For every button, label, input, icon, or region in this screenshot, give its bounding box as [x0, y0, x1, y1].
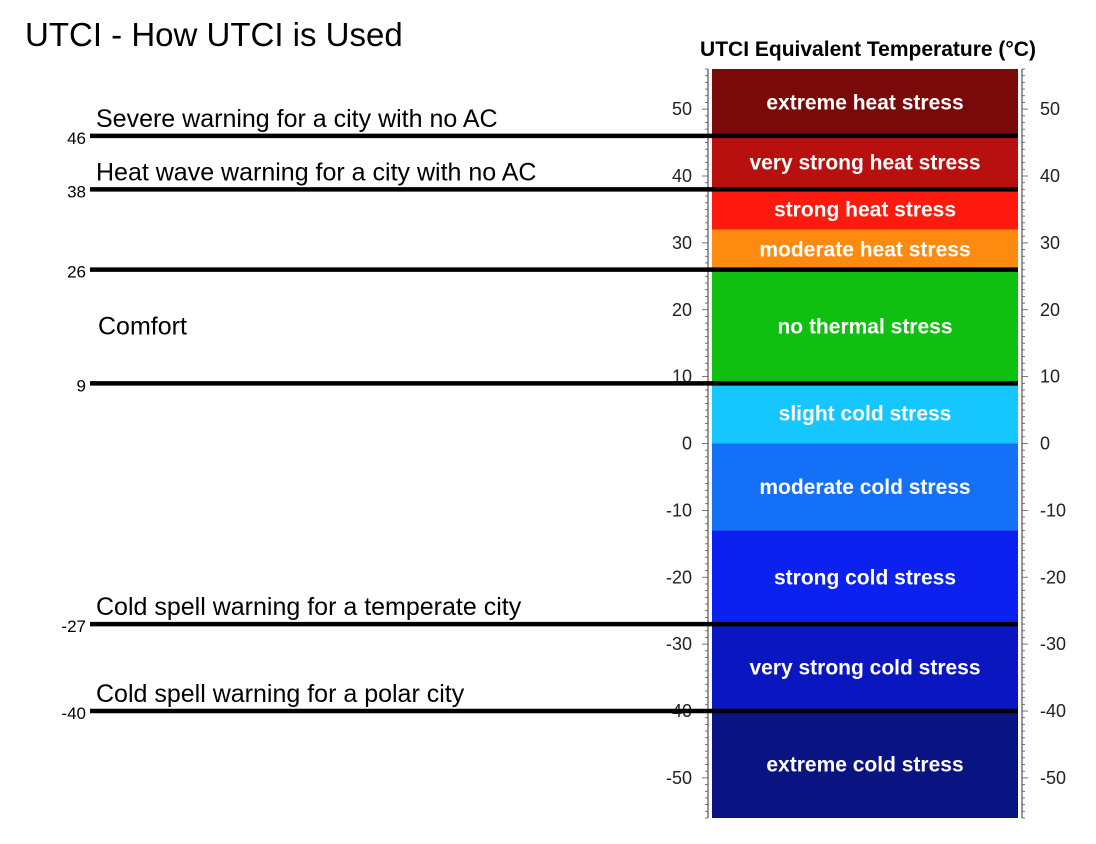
left-tick-label: 10	[671, 366, 692, 387]
band-label-moderate-cold-stress: moderate cold stress	[759, 475, 971, 499]
threshold-value: -27	[61, 617, 86, 637]
left-tick-label: 50	[671, 99, 692, 120]
left-tick-label: 0	[681, 433, 692, 454]
right-tick-label: 0	[1040, 433, 1051, 454]
bands-layer	[712, 69, 1018, 818]
band-label-no-thermal-stress: no thermal stress	[777, 315, 953, 339]
band-label-very-strong-cold-stress: very strong cold stress	[749, 656, 981, 680]
page-title: UTCI - How UTCI is Used	[25, 16, 403, 53]
threshold-value: 46	[67, 128, 86, 148]
threshold-value: -40	[61, 704, 86, 723]
left-tick-label: -50	[665, 767, 692, 788]
right-tick-label: 10	[1040, 366, 1061, 387]
band-label-very-strong-heat-stress: very strong heat stress	[749, 151, 981, 175]
right-tick-label: -30	[1040, 634, 1067, 655]
right-tick-label: -20	[1040, 567, 1067, 588]
left-tick-label: 40	[671, 166, 692, 186]
threshold-value: 38	[67, 182, 86, 202]
band-label-moderate-heat-stress: moderate heat stress	[759, 238, 971, 262]
left-tick-label: -20	[665, 567, 692, 588]
left-tick-label: -40	[665, 701, 692, 721]
right-tick-label: -10	[1040, 500, 1067, 521]
right-tick-label: 40	[1040, 166, 1061, 186]
band-label-extreme-cold-stress: extreme cold stress	[766, 753, 964, 777]
band-label-strong-heat-stress: strong heat stress	[773, 198, 957, 222]
right-tick-label: 50	[1040, 99, 1061, 120]
right-tick-label: 30	[1040, 232, 1061, 253]
threshold-text: Cold spell warning for a temperate city	[96, 593, 522, 622]
left-tick-label: -30	[665, 634, 692, 655]
left-tick-label: 30	[671, 232, 692, 253]
annotation-comfort: Comfort	[98, 312, 187, 341]
threshold-value: 9	[76, 376, 86, 396]
left-tick-label: -10	[665, 500, 692, 521]
right-tick-label: -40	[1040, 701, 1067, 721]
threshold-text: Heat wave warning for a city with no AC	[96, 158, 537, 187]
band-label-slight-cold-stress: slight cold stress	[778, 402, 952, 426]
band-label-extreme-heat-stress: extreme heat stress	[766, 91, 964, 115]
left-tick-label: 20	[671, 299, 692, 320]
right-tick-label: -50	[1040, 767, 1067, 788]
threshold-value: 26	[67, 262, 86, 282]
band-label-strong-cold-stress: strong cold stress	[773, 566, 957, 590]
threshold-text: Cold spell warning for a polar city	[96, 680, 465, 708]
chart-title: UTCI Equivalent Temperature (°C)	[700, 38, 1036, 61]
right-tick-label: 20	[1040, 299, 1061, 320]
threshold-text: Severe warning for a city with no AC	[96, 104, 498, 133]
